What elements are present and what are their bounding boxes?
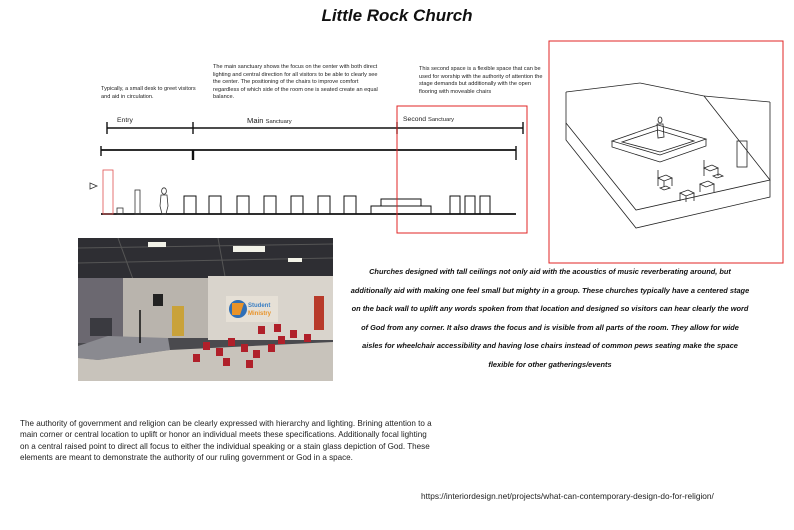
label-entry: Entry: [117, 117, 133, 124]
source-url: https://interiordesign.net/projects/what-can-contemporary-design-do-for-religion/: [421, 491, 714, 501]
church-interior-photo: [78, 238, 333, 381]
main-sanctuary-note: The main sanctuary shows the focus on the center with both direct lighting and central direction for all visitors to be able to clearly see the center. The positioning of the chairs to improve comfort regardless of which side of the room one is seated create an equal balance.: [213, 64, 378, 101]
sign-text-line1: Student: [248, 303, 271, 309]
label-second: Second Sanctuary: [403, 116, 455, 123]
design-description: Churches designed with tall ceilings not only aid with the acoustics of music reverberating around, but additionally aid with making one feel small but mighty in a group. These churches typically have a centered stage on the back wall to uplift any words spoken from that location and designed so visitors can hear clearly the word of God from any corner. It also draws the focus and is visible from all parts of the room. They allow for wide aisles for wheelchair accessibility and having lose chairs instead of common pews seating make the space flexible for other gatherings/events: [350, 267, 750, 369]
sign-text-line2: Ministry: [248, 311, 272, 317]
entry-note: Typically, a small desk to greet visitors and aid in circulation.: [101, 86, 196, 100]
second-sanctuary-note: This second space is a flexible space that can be used for worship with the authority of attention the stage demands but additionally with the open flooring with moveable chairs: [419, 66, 543, 95]
label-main: Main Sanctuary: [247, 116, 292, 125]
authority-paragraph: The authority of government and religion can be clearly expressed with hierarchy and lighting. Brining attention to a main corner or central location to uplift or honor an individual meets these specifications. Additionally focal lighting on a central raised point to direct all focus to either the individual speaking or a stain glass depiction of God. These elements are meant to demonstrate the authority of our ruling government or God in a space.: [20, 419, 432, 463]
page-title: Little Rock Church: [321, 6, 473, 25]
